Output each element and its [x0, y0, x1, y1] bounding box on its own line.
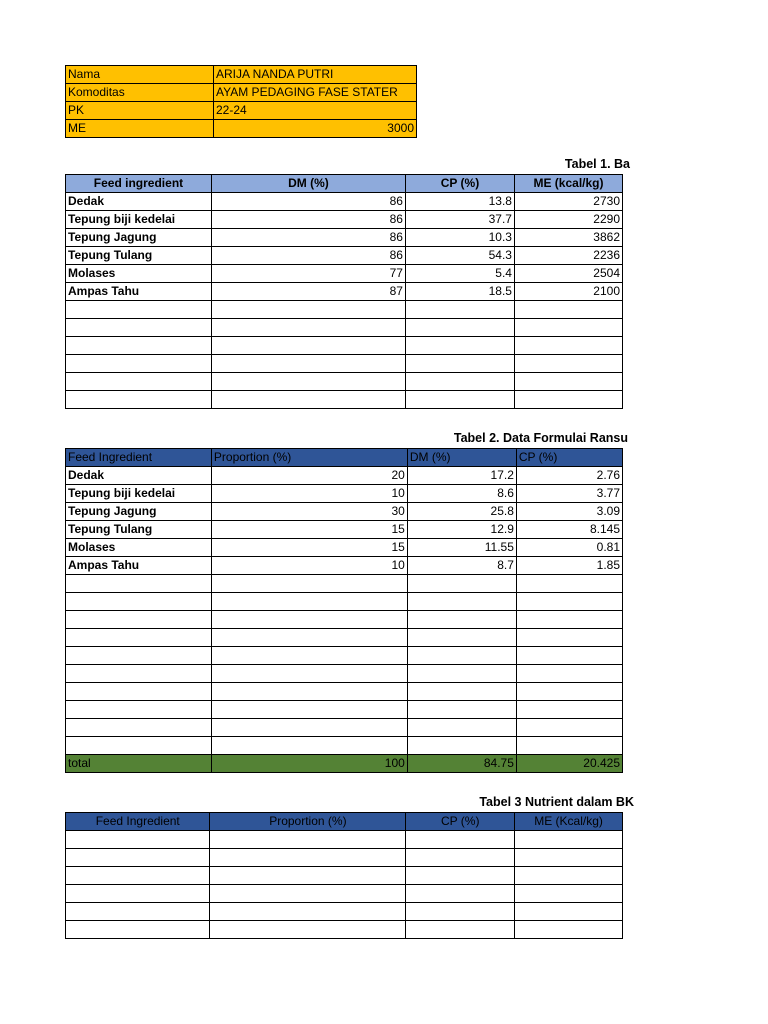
empty-cell[interactable] [210, 885, 406, 903]
empty-cell[interactable] [211, 593, 407, 611]
cell-dm[interactable]: 87 [211, 283, 405, 301]
empty-row [66, 867, 623, 885]
cell-cp[interactable]: 8.145 [516, 521, 622, 539]
empty-cell[interactable] [66, 593, 212, 611]
info-value[interactable]: AYAM PEDAGING FASE STATER [214, 84, 417, 102]
empty-cell[interactable] [516, 683, 622, 701]
empty-row [66, 391, 623, 409]
empty-cell[interactable] [514, 391, 622, 409]
cell-cp[interactable]: 2.76 [516, 467, 622, 485]
empty-cell[interactable] [405, 391, 514, 409]
table-row [66, 265, 623, 283]
table1-header-row [66, 175, 623, 193]
empty-cell[interactable] [407, 737, 516, 755]
empty-row [66, 301, 623, 319]
cell-dm[interactable]: 8.7 [407, 557, 516, 575]
empty-cell[interactable] [405, 319, 514, 337]
table1 [65, 174, 623, 409]
total-dm[interactable]: 84.75 [407, 755, 516, 773]
table3-caption: Tabel 3 Nutrient dalam BK [479, 795, 634, 809]
empty-cell[interactable] [210, 921, 406, 939]
table-row [66, 503, 623, 521]
empty-cell[interactable] [210, 903, 406, 921]
empty-cell[interactable] [516, 737, 622, 755]
empty-cell[interactable] [407, 665, 516, 683]
column-header[interactable]: CP (%) [406, 813, 515, 831]
empty-cell[interactable] [515, 849, 623, 867]
empty-cell[interactable] [405, 355, 514, 373]
empty-cell[interactable] [211, 391, 405, 409]
cell-proportion[interactable]: 20 [211, 467, 407, 485]
empty-row [66, 575, 623, 593]
cell-ingredient[interactable]: Molases [66, 265, 212, 283]
cell-cp[interactable]: 10.3 [405, 229, 514, 247]
empty-row [66, 701, 623, 719]
empty-cell[interactable] [516, 665, 622, 683]
empty-cell[interactable] [515, 903, 623, 921]
cell-dm[interactable]: 86 [211, 193, 405, 211]
cell-cp[interactable]: 54.3 [405, 247, 514, 265]
empty-cell[interactable] [66, 719, 212, 737]
empty-row [66, 629, 623, 647]
empty-cell[interactable] [66, 737, 212, 755]
empty-cell[interactable] [514, 355, 622, 373]
cell-me[interactable]: 3862 [514, 229, 622, 247]
empty-cell[interactable] [211, 683, 407, 701]
empty-cell[interactable] [66, 611, 212, 629]
empty-cell[interactable] [66, 921, 210, 939]
empty-cell[interactable] [407, 683, 516, 701]
empty-cell[interactable] [66, 355, 212, 373]
cell-ingredient[interactable]: Molases [66, 539, 212, 557]
info-label[interactable]: PK [66, 102, 214, 120]
table-row [66, 211, 623, 229]
total-row [66, 755, 623, 773]
empty-row [66, 921, 623, 939]
empty-cell[interactable] [211, 737, 407, 755]
empty-cell[interactable] [211, 665, 407, 683]
table3 [65, 812, 623, 939]
info-label[interactable]: Nama [66, 66, 214, 84]
cell-cp[interactable]: 18.5 [405, 283, 514, 301]
table1-caption-clip [500, 157, 630, 175]
info-row-commodity [66, 84, 417, 102]
info-value[interactable]: 22-24 [214, 102, 417, 120]
info-table [65, 65, 417, 138]
cell-dm[interactable]: 86 [211, 211, 405, 229]
empty-cell[interactable] [407, 593, 516, 611]
table1-caption: Tabel 1. Ba [564, 157, 630, 171]
empty-cell[interactable] [66, 903, 210, 921]
info-label[interactable]: ME [66, 120, 214, 138]
column-header[interactable]: ME (kcal/kg) [514, 175, 622, 193]
empty-cell[interactable] [211, 355, 405, 373]
empty-cell[interactable] [211, 373, 405, 391]
empty-cell[interactable] [66, 849, 210, 867]
empty-cell[interactable] [514, 301, 622, 319]
empty-cell[interactable] [407, 647, 516, 665]
empty-row [66, 337, 623, 355]
table-row [66, 247, 623, 265]
empty-cell[interactable] [210, 831, 406, 849]
empty-cell[interactable] [66, 575, 212, 593]
table-row [66, 521, 623, 539]
table3-caption-clip [440, 795, 634, 813]
cell-dm[interactable]: 86 [211, 247, 405, 265]
table1-clip [65, 174, 623, 414]
empty-cell[interactable] [211, 647, 407, 665]
column-header[interactable]: Feed Ingredient [66, 449, 212, 467]
empty-cell[interactable] [406, 921, 515, 939]
cell-ingredient[interactable]: Dedak [66, 467, 212, 485]
cell-cp[interactable]: 0.81 [516, 539, 622, 557]
info-value[interactable]: 3000 [214, 120, 417, 138]
cell-cp[interactable]: 13.8 [405, 193, 514, 211]
column-header[interactable]: Proportion (%) [210, 813, 406, 831]
empty-cell[interactable] [516, 629, 622, 647]
cell-cp[interactable]: 37.7 [405, 211, 514, 229]
cell-me[interactable]: 2730 [514, 193, 622, 211]
empty-cell[interactable] [515, 831, 623, 849]
empty-cell[interactable] [516, 647, 622, 665]
cell-dm[interactable]: 77 [211, 265, 405, 283]
empty-row [66, 319, 623, 337]
empty-cell[interactable] [407, 629, 516, 647]
empty-cell[interactable] [406, 903, 515, 921]
cell-proportion[interactable]: 15 [211, 539, 407, 557]
empty-cell[interactable] [66, 867, 210, 885]
empty-cell[interactable] [516, 701, 622, 719]
empty-cell[interactable] [66, 665, 212, 683]
cell-cp[interactable]: 3.09 [516, 503, 622, 521]
empty-row [66, 719, 623, 737]
empty-cell[interactable] [211, 719, 407, 737]
empty-cell[interactable] [66, 337, 212, 355]
info-block [65, 65, 417, 138]
empty-cell[interactable] [516, 719, 622, 737]
empty-row [66, 647, 623, 665]
table-row [66, 539, 623, 557]
table2-caption-clip [400, 431, 628, 449]
cell-cp[interactable]: 1.85 [516, 557, 622, 575]
table2 [65, 448, 623, 773]
empty-cell[interactable] [515, 921, 623, 939]
empty-row [66, 831, 623, 849]
empty-cell[interactable] [405, 301, 514, 319]
cell-ingredient[interactable]: Tepung biji kedelai [66, 211, 212, 229]
cell-proportion[interactable]: 15 [211, 521, 407, 539]
cell-dm[interactable]: 25.8 [407, 503, 516, 521]
empty-cell[interactable] [211, 629, 407, 647]
table3-header-row [66, 813, 623, 831]
cell-ingredient[interactable]: Tepung Tulang [66, 521, 212, 539]
cell-ingredient[interactable]: Ampas Tahu [66, 557, 212, 575]
empty-row [66, 355, 623, 373]
empty-row [66, 903, 623, 921]
empty-row [66, 611, 623, 629]
info-value[interactable]: ARIJA NANDA PUTRI [214, 66, 417, 84]
empty-cell[interactable] [211, 611, 407, 629]
info-label[interactable]: Komoditas [66, 84, 214, 102]
empty-cell[interactable] [407, 701, 516, 719]
empty-row [66, 665, 623, 683]
column-header[interactable]: CP (%) [405, 175, 514, 193]
empty-cell[interactable] [66, 885, 210, 903]
cell-ingredient[interactable]: Dedak [66, 193, 212, 211]
empty-cell[interactable] [66, 319, 212, 337]
empty-row [66, 593, 623, 611]
cell-ingredient[interactable]: Ampas Tahu [66, 283, 212, 301]
empty-cell[interactable] [406, 867, 515, 885]
empty-cell[interactable] [66, 301, 212, 319]
table-row [66, 283, 623, 301]
column-header[interactable]: DM (%) [211, 175, 405, 193]
empty-cell[interactable] [66, 391, 212, 409]
cell-proportion[interactable]: 10 [211, 485, 407, 503]
empty-cell[interactable] [515, 885, 623, 903]
table-row [66, 193, 623, 211]
empty-cell[interactable] [514, 319, 622, 337]
empty-cell[interactable] [210, 867, 406, 885]
empty-cell[interactable] [516, 593, 622, 611]
empty-row [66, 683, 623, 701]
empty-cell[interactable] [66, 683, 212, 701]
table2-caption: Tabel 2. Data Formulai Ransu [453, 431, 628, 445]
column-header[interactable]: Proportion (%) [211, 449, 407, 467]
total-label[interactable]: total [66, 755, 212, 773]
empty-row [66, 885, 623, 903]
info-row-pk [66, 102, 417, 120]
table-row [66, 485, 623, 503]
table-row [66, 229, 623, 247]
cell-me[interactable]: 2100 [514, 283, 622, 301]
empty-cell[interactable] [211, 301, 405, 319]
table-row [66, 467, 623, 485]
empty-cell[interactable] [514, 337, 622, 355]
column-header[interactable]: Feed Ingredient [66, 813, 210, 831]
cell-cp[interactable]: 3.77 [516, 485, 622, 503]
empty-cell[interactable] [211, 337, 405, 355]
empty-cell[interactable] [406, 849, 515, 867]
info-row-name [66, 66, 417, 84]
table3-clip [65, 812, 623, 942]
empty-row [66, 373, 623, 391]
table2-clip [65, 448, 623, 778]
cell-proportion[interactable]: 30 [211, 503, 407, 521]
cell-ingredient[interactable]: Tepung Jagung [66, 229, 212, 247]
cell-ingredient[interactable]: Tepung Tulang [66, 247, 212, 265]
table-row [66, 557, 623, 575]
empty-cell[interactable] [405, 373, 514, 391]
cell-dm[interactable]: 8.6 [407, 485, 516, 503]
cell-cp[interactable]: 5.4 [405, 265, 514, 283]
cell-me[interactable]: 2504 [514, 265, 622, 283]
empty-cell[interactable] [211, 319, 405, 337]
empty-cell[interactable] [66, 701, 212, 719]
total-proportion[interactable]: 100 [211, 755, 407, 773]
cell-ingredient[interactable]: Tepung Jagung [66, 503, 212, 521]
cell-me[interactable]: 2290 [514, 211, 622, 229]
empty-cell[interactable] [211, 575, 407, 593]
empty-cell[interactable] [66, 831, 210, 849]
cell-proportion[interactable]: 10 [211, 557, 407, 575]
empty-cell[interactable] [406, 831, 515, 849]
empty-row [66, 849, 623, 867]
cell-me[interactable]: 2236 [514, 247, 622, 265]
empty-cell[interactable] [210, 849, 406, 867]
empty-cell[interactable] [66, 629, 212, 647]
empty-cell[interactable] [406, 885, 515, 903]
empty-cell[interactable] [514, 373, 622, 391]
empty-cell[interactable] [407, 611, 516, 629]
empty-cell[interactable] [516, 611, 622, 629]
empty-cell[interactable] [407, 719, 516, 737]
table2-header-row [66, 449, 623, 467]
empty-row [66, 737, 623, 755]
empty-cell[interactable] [516, 575, 622, 593]
cell-ingredient[interactable]: Tepung biji kedelai [66, 485, 212, 503]
empty-cell[interactable] [211, 701, 407, 719]
cell-dm[interactable]: 12.9 [407, 521, 516, 539]
info-row-me [66, 120, 417, 138]
column-header[interactable]: ME (Kcal/kg) [515, 813, 623, 831]
total-cp[interactable]: 20.425 [516, 755, 622, 773]
column-header[interactable]: Feed ingredient [66, 175, 212, 193]
empty-cell[interactable] [515, 867, 623, 885]
cell-dm[interactable]: 11.55 [407, 539, 516, 557]
empty-cell[interactable] [405, 337, 514, 355]
empty-cell[interactable] [407, 575, 516, 593]
column-header[interactable]: DM (%) [407, 449, 516, 467]
column-header[interactable]: CP (%) [516, 449, 622, 467]
empty-cell[interactable] [66, 373, 212, 391]
empty-cell[interactable] [66, 647, 212, 665]
cell-dm[interactable]: 86 [211, 229, 405, 247]
cell-dm[interactable]: 17.2 [407, 467, 516, 485]
